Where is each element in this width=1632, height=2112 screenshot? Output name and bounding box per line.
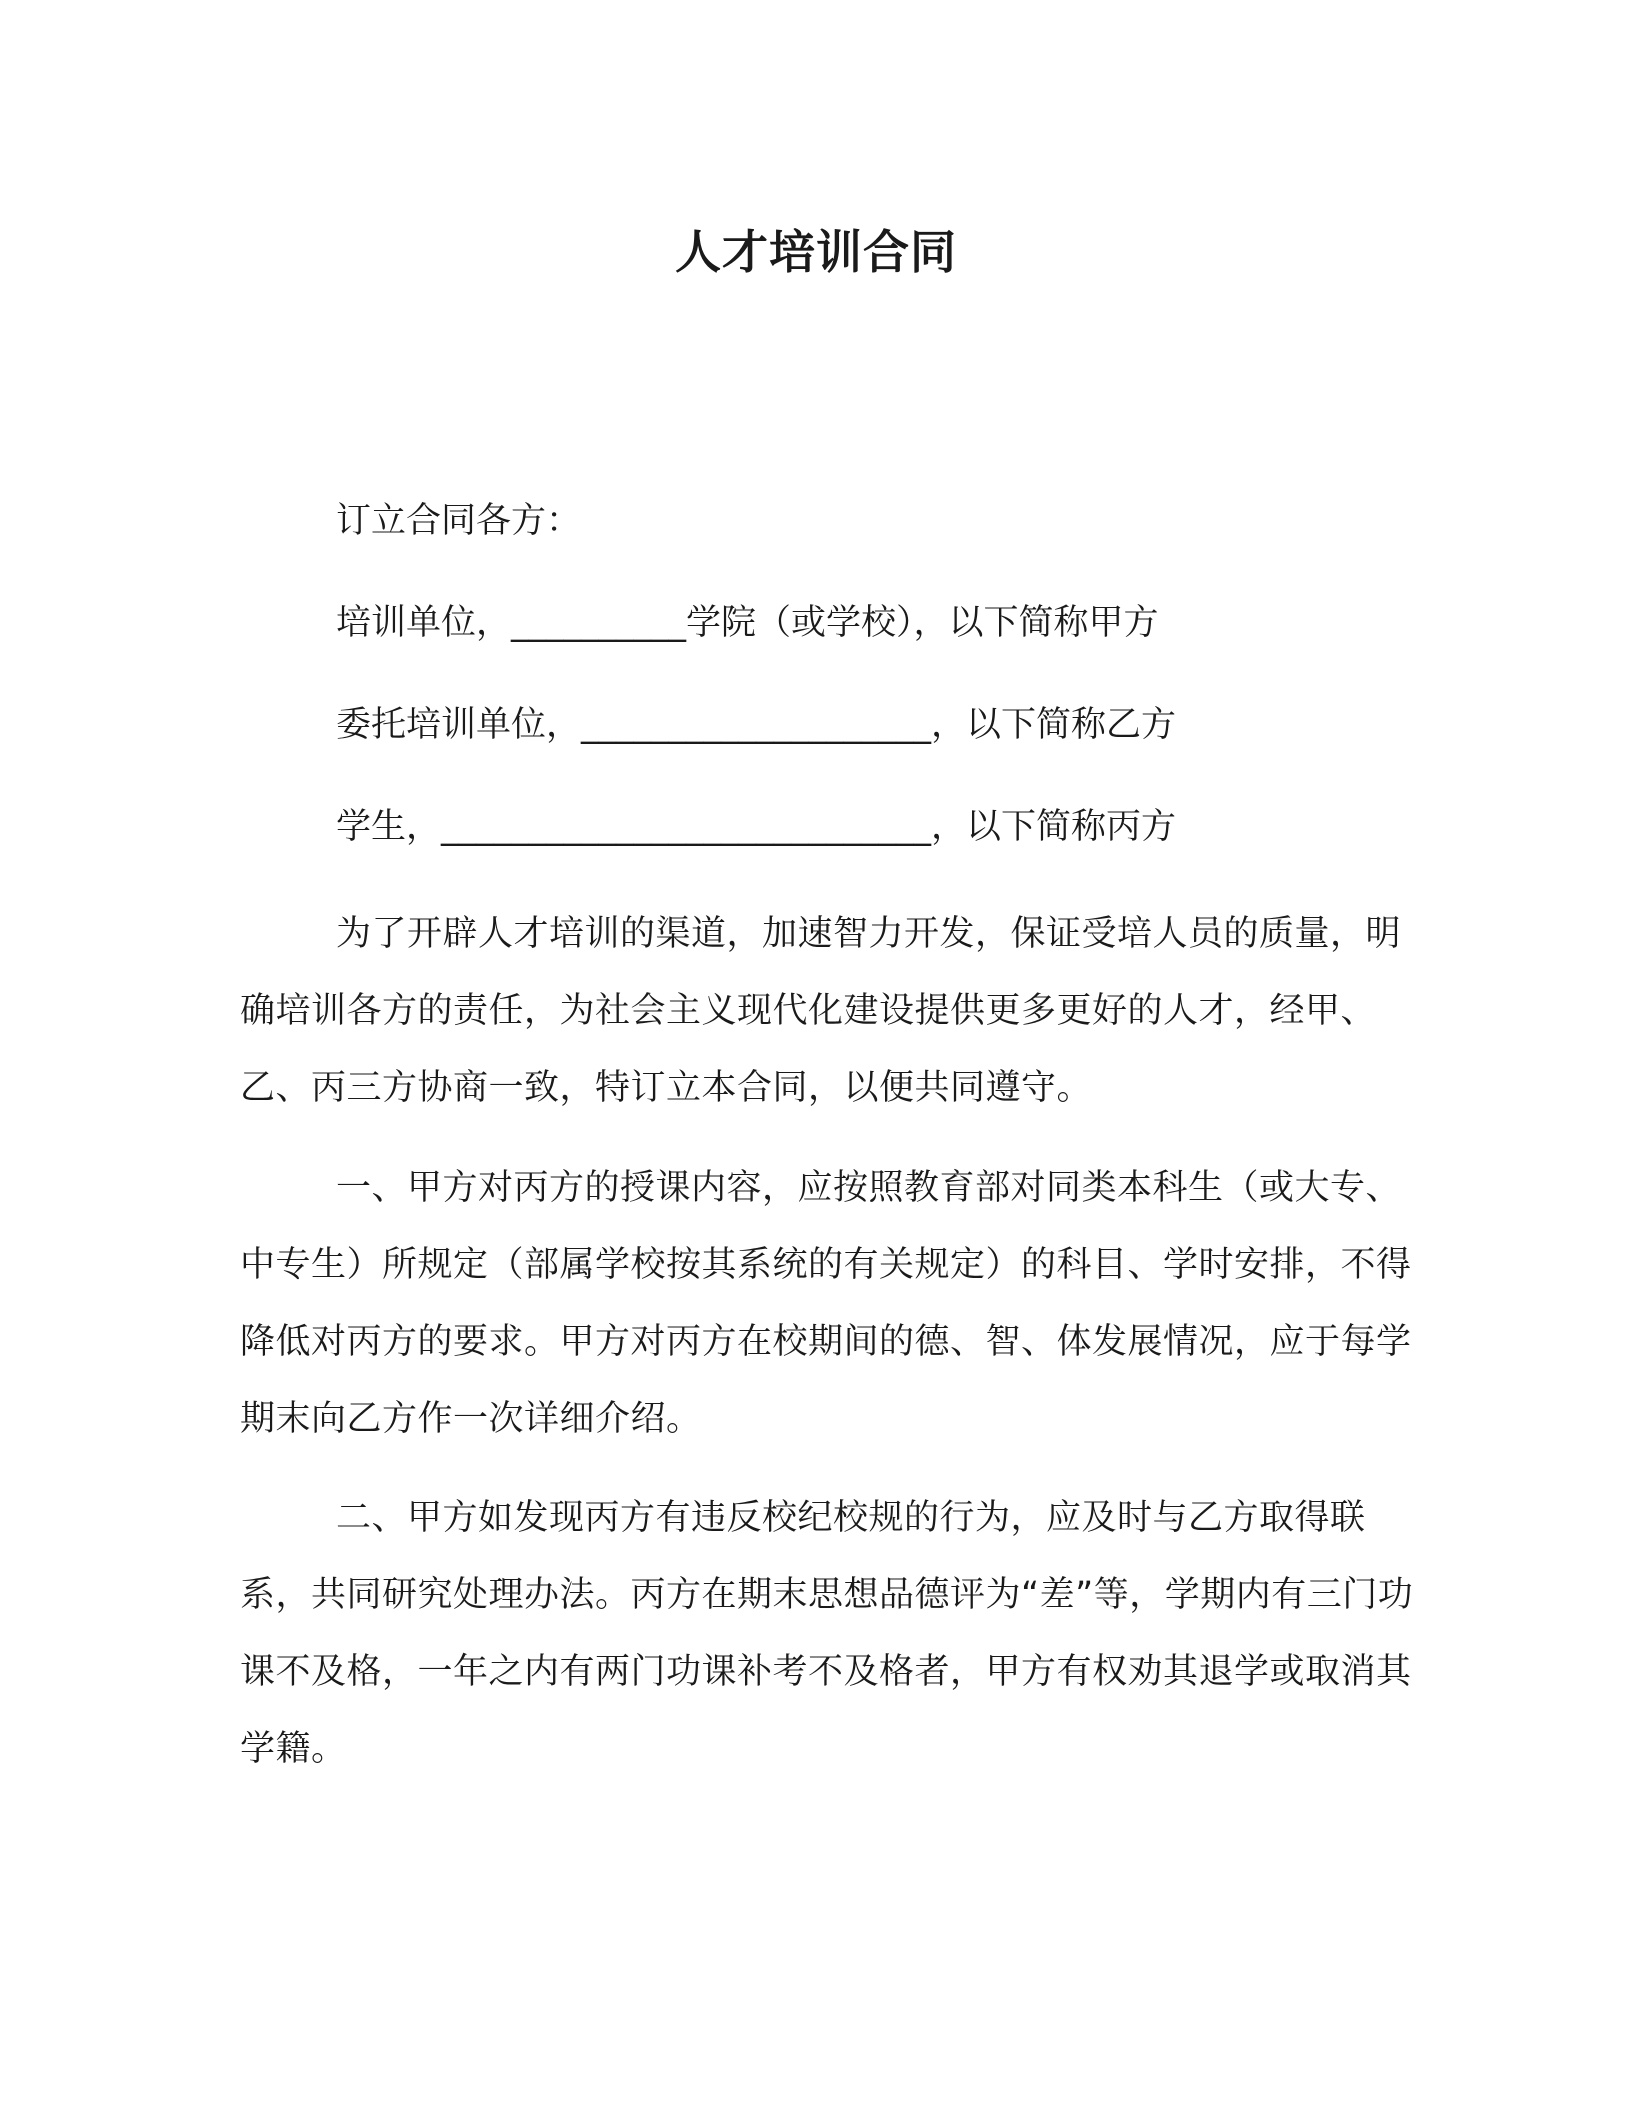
party-a-line: 培训单位，__________学院（或学校），以下简称甲方	[336, 603, 1159, 643]
document-title: 人才培训合同	[675, 225, 957, 279]
party-c-line: 学生，____________________________，以下简称丙方	[336, 807, 1177, 847]
parties-heading: 订立合同各方：	[336, 501, 582, 541]
paragraph-clause-2: 二、甲方如发现丙方有违反校纪校规的行为，应及时与乙方取得联系，共同研究处理办法。丙方在期末思想品德评为“差”等，学期内有三门功课不及格，一年之内有两门功课补考不及格者，甲方有权劝其退学或取消其学籍。	[240, 1498, 1414, 1769]
paragraph-preamble: 为了开辟人才培训的渠道，加速智力开发，保证受培人员的质量，明确培训各方的责任，为社会主义现代化建设提供更多更好的人才，经甲、乙、丙三方协商一致，特订立本合同，以便共同遵守。	[240, 914, 1402, 1108]
paragraph-clause-1: 一、甲方对丙方的授课内容，应按照教育部对同类本科生（或大专、中专生）所规定（部属学校按其系统的有关规定）的科目、学时安排，不得降低对丙方的要求。甲方对丙方在校期间的德、智、体发展情况，应于每学期末向乙方作一次详细介绍。	[240, 1168, 1412, 1439]
party-b-line: 委托培训单位，____________________，以下简称乙方	[336, 705, 1177, 745]
